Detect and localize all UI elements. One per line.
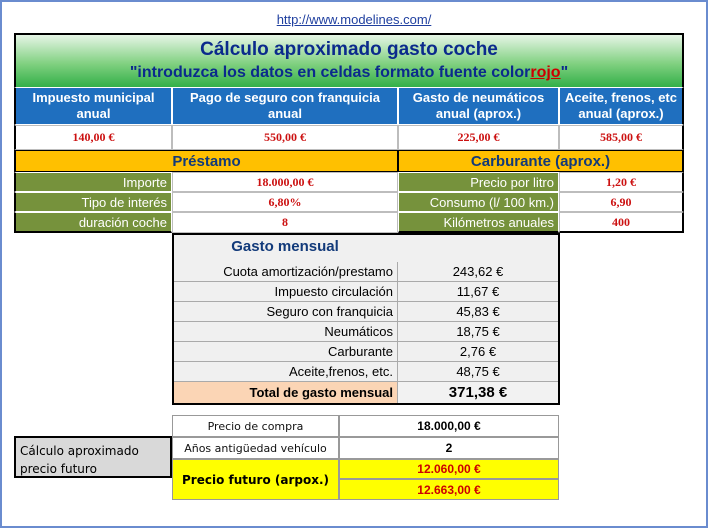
gm-label-cuota: Cuota amortización/prestamo: [174, 262, 398, 282]
input-seguro[interactable]: 550,00 €: [172, 125, 398, 150]
gm-value-impuesto: 11,67 €: [398, 282, 558, 302]
input-impuesto[interactable]: 140,00 €: [14, 125, 172, 150]
gm-label-aceite: Aceite,frenos, etc.: [174, 362, 398, 382]
precio-futuro-side-label: Cálculo aproximado precio futuro: [14, 436, 172, 478]
header-impuesto: Impuesto municipal anual: [14, 87, 172, 125]
prestamo-label-interes: Tipo de interés: [14, 192, 172, 212]
page-title: Cálculo aproximado gasto coche: [200, 39, 498, 60]
carburante-title: Carburante (aprox.): [398, 150, 684, 172]
page-subtitle: [14, 62, 684, 84]
gasto-mensual-title: Gasto mensual: [231, 237, 339, 255]
gm-total-label: Total de gasto mensual: [174, 382, 398, 403]
gm-value-cuota: 243,62 €: [398, 262, 558, 282]
input-duracion[interactable]: 8: [172, 212, 398, 233]
gm-label-carburante: Carburante: [174, 342, 398, 362]
input-aceite[interactable]: 585,00 €: [559, 125, 684, 150]
header-neumaticos: Gasto de neumáticos anual (aprox.): [398, 87, 559, 125]
input-km[interactable]: 400: [559, 212, 684, 233]
input-consumo[interactable]: 6,90: [559, 192, 684, 212]
gm-label-seguro: Seguro con franquicia: [174, 302, 398, 322]
precio-compra-value: 18.000,00 €: [339, 415, 559, 437]
carburante-label-consumo: Consumo (l/ 100 km.): [398, 192, 559, 212]
gm-value-neumaticos: 18,75 €: [398, 322, 558, 342]
website-link[interactable]: http://www.modelines.com/: [276, 12, 432, 27]
gm-value-aceite: 48,75 €: [398, 362, 558, 382]
precio-futuro-label: Precio futuro (arpox.): [172, 459, 339, 500]
input-importe[interactable]: 18.000,00 €: [172, 172, 398, 192]
subtitle-end: ": [560, 64, 569, 81]
prestamo-label-duracion: duración coche: [14, 212, 172, 233]
gm-label-impuesto: Impuesto circulación: [174, 282, 398, 302]
input-precio-litro[interactable]: 1,20 €: [559, 172, 684, 192]
subtitle-red-word: rojo: [530, 64, 561, 81]
precio-futuro-value-1: 12.060,00 €: [339, 459, 559, 479]
prestamo-title: Préstamo: [14, 150, 398, 172]
gm-total-value: 371,38 €: [398, 382, 558, 403]
subtitle-text: "introduzca los datos en celdas formato fuente color: [129, 64, 531, 81]
precio-futuro-value-2: 12.663,00 €: [339, 479, 559, 500]
header-seguro: Pago de seguro con franquicia anual: [172, 87, 398, 125]
gm-label-neumaticos: Neumáticos: [174, 322, 398, 342]
carburante-label-km: Kilómetros anuales: [398, 212, 559, 233]
antiguedad-value: 2: [339, 437, 559, 459]
gm-value-seguro: 45,83 €: [398, 302, 558, 322]
precio-compra-label: Precio de compra: [172, 415, 339, 437]
gm-value-carburante: 2,76 €: [398, 342, 558, 362]
carburante-label-precio: Precio por litro: [398, 172, 559, 192]
header-aceite: Aceite, frenos, etc anual (aprox.): [559, 87, 684, 125]
input-neumaticos[interactable]: 225,00 €: [398, 125, 559, 150]
input-interes[interactable]: 6,80%: [172, 192, 398, 212]
antiguedad-label: Años antigüedad vehículo: [172, 437, 339, 459]
prestamo-label-importe: Importe: [14, 172, 172, 192]
